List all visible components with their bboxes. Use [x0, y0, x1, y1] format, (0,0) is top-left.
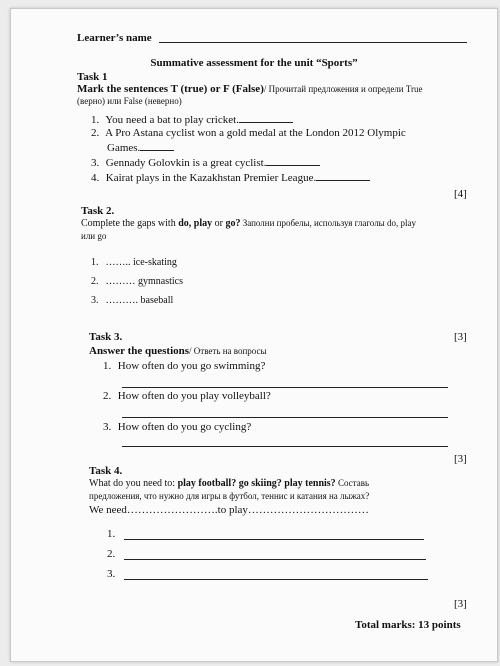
task1-title: Task 1	[77, 71, 108, 83]
task2-instruction: Complete the gaps with do, play or go? Заполни пробелы, используя глаголы do, play	[81, 218, 416, 229]
answer-blank[interactable]	[239, 113, 293, 123]
learner-name-line	[159, 42, 467, 43]
task2-item-3: 3. ………. baseball	[91, 295, 174, 306]
task3-question-2: 2. How often do you play volleyball?	[103, 390, 271, 402]
task3-question-1: 1. How often do you go swimming?	[103, 360, 266, 372]
answer-blank[interactable]	[316, 171, 370, 181]
task1-marks: [4]	[454, 188, 467, 200]
task1-instruction	[77, 83, 423, 95]
task1-item-4-text: Kairat plays in the Kazakhstan Premier League.	[105, 172, 317, 184]
worksheet-page	[10, 8, 498, 662]
task3-marks: [3]	[454, 453, 467, 465]
total-marks: Total marks: 13 points	[355, 619, 461, 631]
task3-marks-top: [3]	[454, 331, 467, 343]
task3-question-3: 3. How often do you go cycling?	[103, 421, 252, 433]
task1-item-1: 1. You need a bat to play cricket.	[91, 113, 293, 126]
task4-item-3: 3.	[107, 568, 116, 580]
task3-answer-line-3[interactable]	[122, 446, 448, 447]
task1-item-1-text: You need a bat to play cricket.	[105, 114, 239, 126]
task3-answer-line-2[interactable]	[122, 417, 448, 418]
task2-item-2: 2. ……… gymnastics	[91, 276, 183, 287]
answer-blank[interactable]	[266, 156, 320, 166]
task1-instruction-bold: Mark the sentences T (true) or F (False)	[77, 83, 264, 95]
task1-instruction-ru-line2: (верно) или False (неверно)	[77, 96, 182, 106]
task3-title: Task 3.	[89, 331, 123, 343]
task4-marks: [3]	[454, 598, 467, 610]
task4-answer-line-3[interactable]	[124, 579, 428, 580]
task1-item-3: 3. Gennady Golovkin is a great cyclist.	[91, 156, 320, 169]
learner-name-label: Learner’s name	[77, 32, 152, 44]
task2-title: Task 2.	[81, 205, 115, 217]
task4-instruction-ru-line2: предложения, что нужно для игры в футбол, теннис и катания на лыжах?	[89, 491, 370, 501]
task4-instruction: What do you need to: play football? go skiing? play tennis? Составь	[89, 478, 370, 489]
task4-answer-line-1[interactable]	[124, 539, 424, 540]
task1-item-2: 2. A Pro Astana cyclist won a gold medal at the London 2012 Olympic	[91, 127, 406, 139]
page-title: Summative assessment for the unit “Sports”	[150, 57, 358, 69]
task1-item-2-cont: Games.	[107, 141, 174, 154]
task1-instruction-ru: / Прочитай предложения и определи True	[263, 84, 423, 94]
task1-item-2-text: A Pro Astana cyclist won a gold medal at the London 2012 Olympic	[105, 127, 406, 139]
task4-item-2: 2.	[107, 548, 116, 560]
task4-template: We need…………………….to play……………………………	[89, 504, 369, 516]
answer-blank[interactable]	[140, 141, 174, 151]
task2-instruction-ru-line2: или go	[81, 231, 107, 241]
task3-instruction: Answer the questions/ Ответь на вопросы	[89, 345, 267, 357]
task4-title: Task 4.	[89, 465, 123, 477]
task1-item-4: 4. Kairat plays in the Kazakhstan Premier League.	[91, 171, 370, 184]
task4-answer-line-2[interactable]	[124, 559, 426, 560]
task4-item-1: 1.	[107, 528, 116, 540]
task2-item-1: 1. …….. ice-skating	[91, 257, 177, 268]
task1-item-3-text: Gennady Golovkin is a great cyclist.	[105, 157, 267, 169]
task3-answer-line-1[interactable]	[122, 387, 448, 388]
